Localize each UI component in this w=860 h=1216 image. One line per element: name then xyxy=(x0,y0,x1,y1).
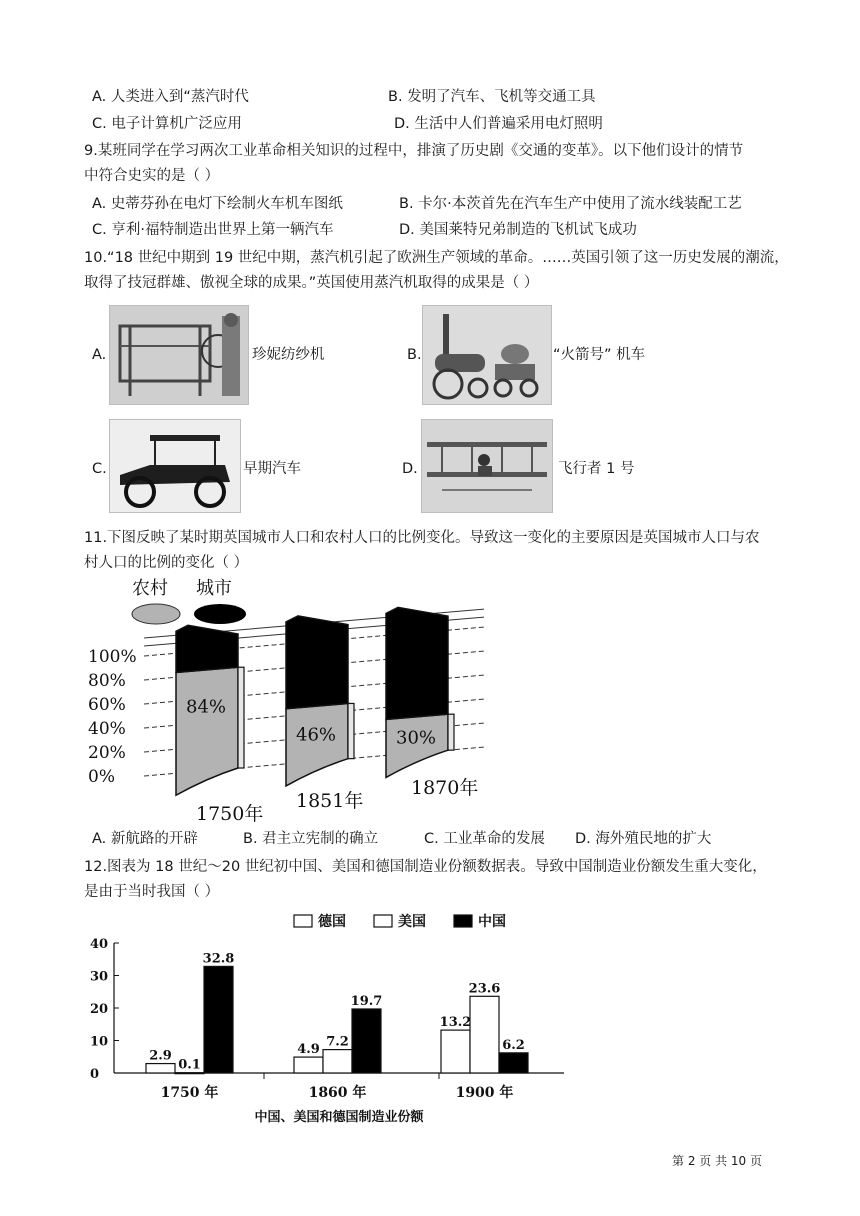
mfg-x-label: 1860 年 xyxy=(308,1085,367,1101)
mfg-bar-china xyxy=(204,966,233,1073)
q9-option-b: B. 卡尔·本茨首先在汽车生产中使用了流水线装配工艺 xyxy=(399,196,742,212)
pop-ytick-label: 40% xyxy=(88,719,126,739)
mfg-bar-label: 13.2 xyxy=(439,1015,472,1031)
pop-legend-swatch-rural xyxy=(132,604,180,624)
mfg-bar-usa xyxy=(470,996,499,1073)
mfg-legend-label: 美国 xyxy=(398,914,426,930)
q8-option-b: B. 发明了汽车、飞机等交通工具 xyxy=(388,89,596,105)
pop-bar-side xyxy=(348,703,354,758)
q11-option-a: A. 新航路的开辟 xyxy=(92,831,198,847)
mfg-legend-label: 德国 xyxy=(318,914,346,930)
q11-stem-line2: 村人口的比例的变化（ ） xyxy=(84,555,249,571)
pop-ytick-label: 60% xyxy=(88,695,126,715)
q8-option-c: C. 电子计算机广泛应用 xyxy=(92,116,242,132)
pop-bar-label: 84% xyxy=(186,696,227,718)
q11-option-d: D. 海外殖民地的扩大 xyxy=(575,831,712,847)
pop-ytick-label: 0% xyxy=(88,767,115,787)
flyer-1-image xyxy=(421,419,553,513)
pop-x-label: 1870年 xyxy=(411,777,479,799)
mfg-bar-label: 23.6 xyxy=(468,981,501,997)
mfg-bar-germany xyxy=(146,1064,175,1073)
population-ratio-chart xyxy=(84,572,504,827)
q9-stem-line1: 9.某班同学在学习两次工业革命相关知识的过程中，排演了历史剧《交通的变革》。以下他们设计的情节 xyxy=(84,143,744,159)
mfg-bar-usa xyxy=(175,1073,204,1074)
q12-stem-line1: 12.图表为 18 世纪～20 世纪初中国、美国和德国制造业份额数据表。导致中国制造业份额发生重大变化， xyxy=(84,859,767,875)
q9-option-c: C. 亨利·福特制造出世界上第一辆汽车 xyxy=(92,222,334,238)
mfg-bar-germany xyxy=(441,1030,470,1073)
mfg-bar-label: 19.7 xyxy=(350,993,383,1009)
q12-stem-line2: 是由于当时我国（ ） xyxy=(84,884,220,900)
pop-x-label: 1851年 xyxy=(296,790,364,812)
q10-stem-line1: 10.“18 世纪中期到 19 世纪中期，蒸汽机引起了欧洲生产领域的革命。……英国引领了这一历史发展的潮流， xyxy=(84,250,789,266)
mfg-legend-swatch xyxy=(374,915,392,927)
mfg-ytick-label: 20 xyxy=(90,1002,109,1017)
mfg-chart-title: 中国、美国和德国制造业份额 xyxy=(254,1110,424,1125)
mfg-legend-swatch xyxy=(454,915,472,927)
pop-x-label: 1750年 xyxy=(196,803,264,825)
pop-bar-rural xyxy=(176,667,238,795)
pop-ytick-label: 100% xyxy=(88,647,137,667)
q10-option-c-caption: 早期汽车 xyxy=(243,461,301,477)
mfg-x-label: 1900 年 xyxy=(455,1085,514,1101)
q10-option-a-caption: 珍妮纺纱机 xyxy=(252,347,325,363)
page-footer: 第 2 页 共 10 页 xyxy=(672,1154,762,1168)
mfg-bar-label: 0.1 xyxy=(178,1057,201,1073)
mfg-bar-label: 6.2 xyxy=(502,1037,525,1053)
mfg-ytick-label: 30 xyxy=(90,969,109,985)
q10-option-c-label: C. xyxy=(92,461,107,477)
pop-bar-urban xyxy=(176,625,238,672)
mfg-bar-china xyxy=(352,1009,381,1073)
mfg-ytick-label: 10 xyxy=(90,1034,109,1050)
mfg-bar-germany xyxy=(294,1057,323,1073)
q11-option-b: B. 君主立宪制的确立 xyxy=(243,831,379,847)
q8-option-d: D. 生活中人们普遍采用电灯照明 xyxy=(394,116,603,132)
mfg-ytick-label: 0 xyxy=(90,1067,100,1082)
pop-legend-label-urban: 城市 xyxy=(196,578,232,599)
mfg-legend-swatch xyxy=(294,915,312,927)
pop-legend-label-rural: 农村 xyxy=(132,578,168,599)
q10-option-b-label: B. xyxy=(407,347,422,363)
q8-option-a: A. 人类进入到“蒸汽时代 xyxy=(92,89,249,105)
pop-bar-side xyxy=(238,667,244,768)
pop-bar-urban xyxy=(386,607,448,719)
q11-stem-line1: 11.下图反映了某时期英国城市人口和农村人口的比例变化。导致这一变化的主要原因是英国城市人口与农 xyxy=(84,530,760,546)
q10-option-d-label: D. xyxy=(402,461,418,477)
rocket-locomotive-image xyxy=(422,305,552,405)
pop-bar-urban xyxy=(286,616,348,709)
pop-bar-label: 46% xyxy=(296,724,337,746)
mfg-bar-china xyxy=(499,1053,528,1073)
spinning-jenny-image xyxy=(109,305,249,405)
q10-stem-line2: 取得了技冠群雄、傲视全球的成果。”英国使用蒸汽机取得的成果是（ ） xyxy=(84,275,539,291)
mfg-bar-usa xyxy=(323,1050,352,1073)
q10-option-d-caption: 飞行者 1 号 xyxy=(558,461,635,477)
manufacturing-share-chart xyxy=(84,905,584,1130)
mfg-x-label: 1750 年 xyxy=(160,1085,219,1101)
pop-legend-swatch-urban xyxy=(194,604,246,624)
q9-option-a: A. 史蒂芬孙在电灯下绘制火车机车图纸 xyxy=(92,196,343,212)
pop-bar-label: 30% xyxy=(396,727,437,749)
mfg-bar-label: 7.2 xyxy=(326,1034,349,1050)
q9-option-d: D. 美国莱特兄弟制造的飞机试飞成功 xyxy=(399,222,637,238)
mfg-bar-label: 32.8 xyxy=(202,951,235,967)
q9-stem-line2: 中符合史实的是（ ） xyxy=(84,168,220,184)
mfg-bar-label: 2.9 xyxy=(149,1048,172,1064)
mfg-ytick-label: 40 xyxy=(90,937,109,952)
pop-ytick-label: 80% xyxy=(88,671,126,691)
mfg-legend-label: 中国 xyxy=(478,914,506,930)
pop-ytick-label: 20% xyxy=(88,743,126,763)
pop-bar-side xyxy=(448,714,454,750)
mfg-bar-label: 4.9 xyxy=(297,1042,320,1058)
early-car-image xyxy=(109,419,241,513)
q11-option-c: C. 工业革命的发展 xyxy=(424,831,545,847)
q10-option-a-label: A. xyxy=(92,347,107,363)
q10-option-b-caption: “火箭号” 机车 xyxy=(553,347,646,363)
